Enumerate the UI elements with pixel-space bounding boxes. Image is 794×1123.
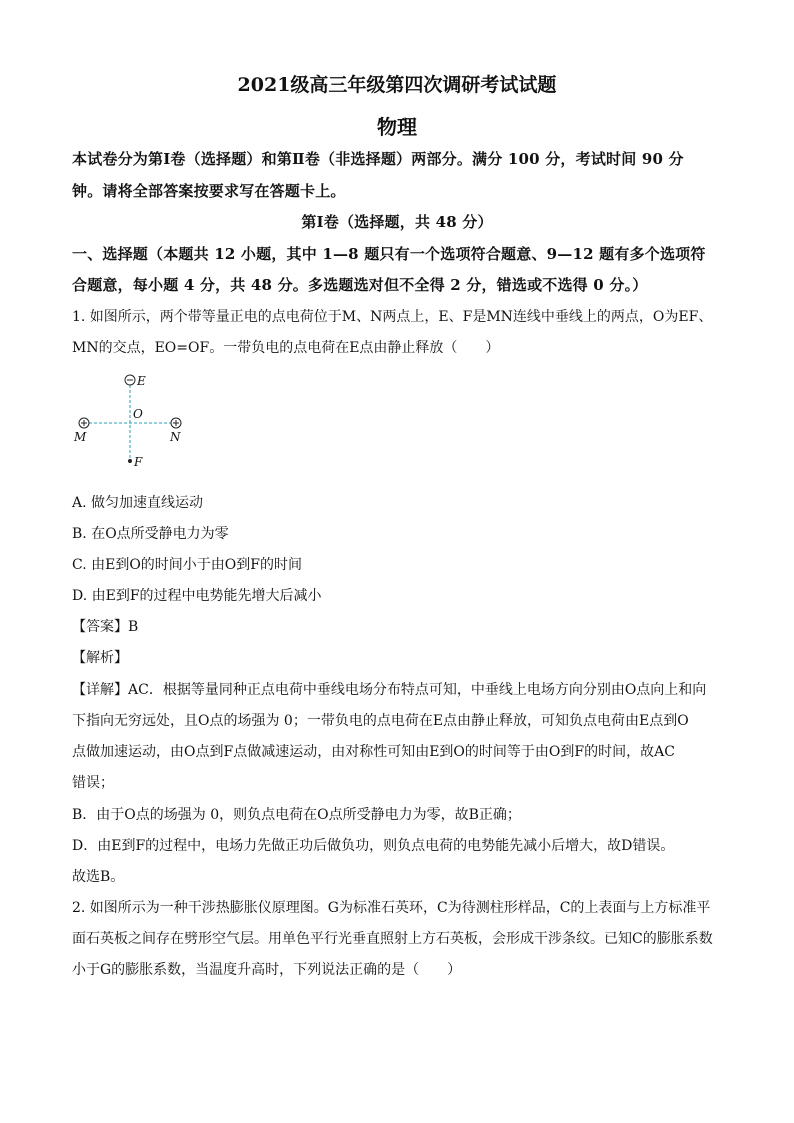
label-o: O [133,407,143,421]
analysis-line-1: 【详解】AC．根据等量同种正点电荷中垂线电场分布特点可知，中垂线上电场方向分别由O点向上和向 [72,682,707,698]
negative-charge-e [125,375,135,385]
point-f [128,459,132,463]
option-d: D. 由E到F的过程中电势能先增大后减小 [72,588,322,604]
intro-line-1: 本试卷分为第Ⅰ卷（选择题）和第Ⅱ卷（非选择题）两部分。满分 100 分，考试时间 90 分 [72,150,684,168]
label-e: E [137,374,146,388]
label-m: M [74,430,87,444]
label-f: F [134,455,143,469]
option-b: B. 在O点所受静电力为零 [72,526,229,542]
exam-title: 2021级高三年级第四次调研考试试题 [237,74,557,96]
question-2-stem-line-1: 2. 如图所示为一种干涉热膨胀仪原理图。G为标准石英环，C为待测柱形样品，C的上表面与上方标准平 [72,900,711,916]
part1-heading: 第Ⅰ卷（选择题，共 48 分） [301,213,493,231]
question-2-stem-line-3: 小于G的膨胀系数，当温度升高时，下列说法正确的是（ ） [72,962,462,978]
option-a: A. 做匀加速直线运动 [72,495,204,511]
answer-label: 【答案】B [72,619,139,635]
intro-line-2: 钟。请将全部答案按要求写在答题卡上。 [72,182,346,200]
positive-charge-m [79,418,89,428]
subject-title: 物理 [377,115,417,139]
question-1-stem-line-1: 1. 如图所示，两个带等量正电的点电荷位于M、N两点上，E、F是MN连线中垂线上的两点，O为EF、 [72,309,713,325]
label-n: N [170,430,181,444]
analysis-line-3: 点做加速运动，由O点到F点做减速运动，由对称性可知由E到O的时间等于由O到F的时间，故AC [72,744,675,760]
analysis-line-4: 错误； [72,775,114,791]
section-instructions-line-1: 一、选择题（本题共 12 小题，其中 1—8 题只有一个选项符合题意、9—12 题有多个选项符 [72,245,706,263]
option-c: C. 由E到O的时间小于由O到F的时间 [72,557,303,573]
positive-charge-n [171,418,181,428]
section-instructions-line-2: 合题意，每小题 4 分，共 48 分。多选题选对但不全得 2 分，错选或不选得 0 分。） [72,276,648,294]
question-1-stem-line-2: MN的交点，EO=OF。一带负电的点电荷在E点由静止释放（ ） [72,340,500,356]
analysis-line-7: 故选B。 [72,869,125,885]
question-2-stem-line-2: 面石英板之间存在劈形空气层。用单色平行光垂直照射上方石英板，会形成干涉条纹。已知C的膨胀系数 [72,931,713,947]
analysis-line-2: 下指向无穷远处，且O点的场强为 0；一带负电的点电荷在E点由静止释放，可知负点电荷由E点到O [72,713,689,729]
analysis-line-5: B．由于O点的场强为 0，则负点电荷在O点所受静电力为零，故B正确； [72,807,521,823]
analysis-label: 【解析】 [72,650,128,666]
charge-diagram [70,366,200,486]
analysis-line-6: D．由E到F的过程中，电场力先做正功后做负功，则负点电荷的电势能先减小后增大，故D错误。 [72,838,675,854]
